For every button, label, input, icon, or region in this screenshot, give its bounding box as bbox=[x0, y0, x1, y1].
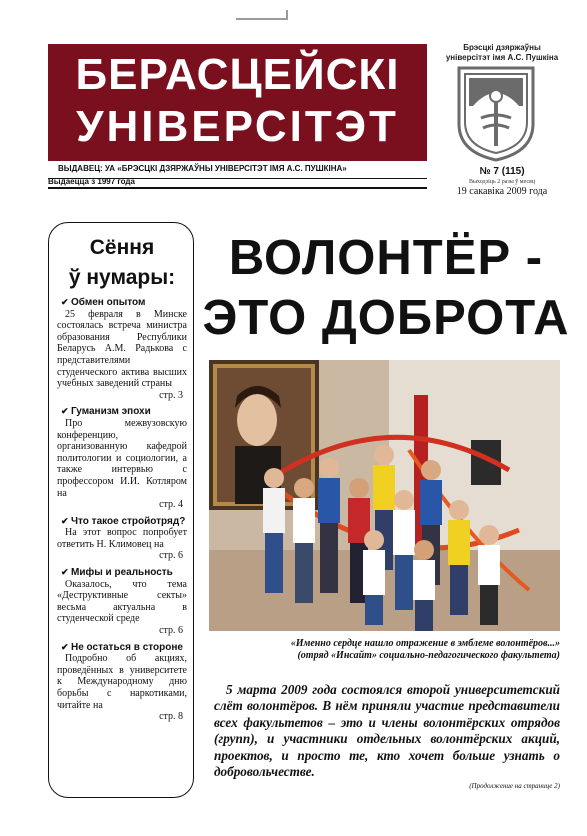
sidebar-title-line1: Сёння bbox=[89, 236, 155, 259]
university-crest-icon bbox=[455, 66, 537, 162]
issue-info bbox=[432, 166, 572, 197]
photo-caption-line1: «Именно сердце нашло отражение в эмблеме волонтёров...» bbox=[290, 638, 560, 649]
sidebar-item[interactable] bbox=[57, 297, 187, 401]
masthead-title-line2: УНІВЕРСІТЭТ bbox=[76, 102, 399, 151]
article-lead: 5 марта 2009 года состоялся второй университетский слёт волонтёров. В нём приняли участие представители всех факультетов – это и члены волонтёрских отрядов (групп), и участники отдельных волонтёрских акций, проектов, и просто те, кто хочет больше узнать о добровольчестве. bbox=[214, 682, 560, 780]
volunteers-group-photo bbox=[209, 360, 560, 631]
photo-caption-line2: (отряд «Инсайт» социально-педагогического факультета) bbox=[297, 650, 560, 661]
headline-line1: ВОЛОНТЁР - bbox=[228, 231, 544, 285]
issue-date: 19 сакавіка 2009 года bbox=[456, 186, 548, 197]
sidebar-item-heading: Не остаться в стороне bbox=[71, 641, 183, 653]
check-icon: ✔ bbox=[61, 297, 69, 307]
sidebar-item-heading: Гуманизм эпохи bbox=[71, 406, 151, 418]
sidebar-item-text: Оказалось, что тема «Деструктивные секты» весьма актуальна в студенческой среде bbox=[57, 578, 187, 625]
sidebar-item-text: Про межвузовскую конференцию, организованную кафедрой политологии и социологии, а также интервью с профессором И.И. Котляром на bbox=[57, 417, 187, 499]
sidebar-item-page: стр. 4 bbox=[159, 499, 183, 511]
sidebar-item-text: 25 февраля в Минске состоялась встреча министра образования Республики Беларусь А.М. Радькова с представителями студенческого актива высших учебных заведений страны bbox=[57, 308, 187, 390]
sidebar-item-heading: Мифы и реальность bbox=[71, 567, 173, 579]
sidebar-item-page: стр. 6 bbox=[159, 550, 183, 562]
sidebar-item[interactable] bbox=[57, 642, 187, 723]
sidebar-item-text: На этот вопрос попробует ответить Н. Климовец на bbox=[57, 527, 187, 550]
issue-frequency: Выходзіць 2 разы ў месяц bbox=[468, 179, 536, 185]
check-icon: ✔ bbox=[61, 641, 69, 652]
sidebar-item-text: Подробно об акциях, проведённых в университете к Международному дню борьбы с наркотиками, читайте на bbox=[57, 653, 187, 711]
sidebar-item-page: стр. 6 bbox=[159, 625, 183, 637]
in-this-issue-sidebar bbox=[48, 222, 194, 798]
sidebar-item-page: стр. 3 bbox=[159, 389, 183, 401]
check-icon: ✔ bbox=[61, 567, 69, 578]
check-icon: ✔ bbox=[61, 515, 69, 526]
sidebar-item-page: стр. 8 bbox=[159, 711, 183, 723]
photo-caption bbox=[209, 638, 560, 662]
masthead-title-line1: БЕРАСЦЕЙСКІ bbox=[75, 50, 400, 99]
masthead-banner bbox=[48, 44, 427, 161]
headline-line2: ЭТО ДОБРОТА bbox=[202, 291, 570, 345]
article-headline bbox=[200, 228, 572, 348]
sidebar-title bbox=[57, 233, 187, 293]
issue-number: № 7 (115) bbox=[479, 166, 525, 177]
sidebar-item-heading: Обмен опытом bbox=[71, 297, 146, 308]
sidebar-item-heading: Что такое стройотряд? bbox=[71, 515, 186, 527]
check-icon: ✔ bbox=[61, 406, 69, 417]
sidebar-item[interactable] bbox=[57, 567, 187, 637]
publisher-line: ВЫДАВЕЦ: УА «БРЭСЦКІ ДЗЯРЖАЎНЫ УНІВЕРСІТЭТ ІМЯ А.С. ПУШКІНА» bbox=[58, 164, 347, 173]
sidebar-title-line2: ў нумары: bbox=[68, 266, 176, 289]
continued-link[interactable]: (Продолжение на странице 2) bbox=[469, 782, 560, 790]
publication-since: Выдаецца з 1997 года bbox=[48, 177, 135, 186]
university-name-line1: Брэсцкі дзяржаўны bbox=[463, 43, 541, 52]
university-name bbox=[432, 43, 572, 63]
masthead-rule-thick bbox=[48, 187, 427, 189]
university-name-line2: універсітэт імя А.С. Пушкіна bbox=[445, 53, 559, 62]
sidebar-item[interactable] bbox=[57, 406, 187, 510]
page-corner-mark bbox=[236, 10, 288, 20]
publication-info bbox=[48, 164, 427, 174]
publication-since-wrap bbox=[48, 177, 427, 187]
sidebar-item[interactable] bbox=[57, 516, 187, 562]
